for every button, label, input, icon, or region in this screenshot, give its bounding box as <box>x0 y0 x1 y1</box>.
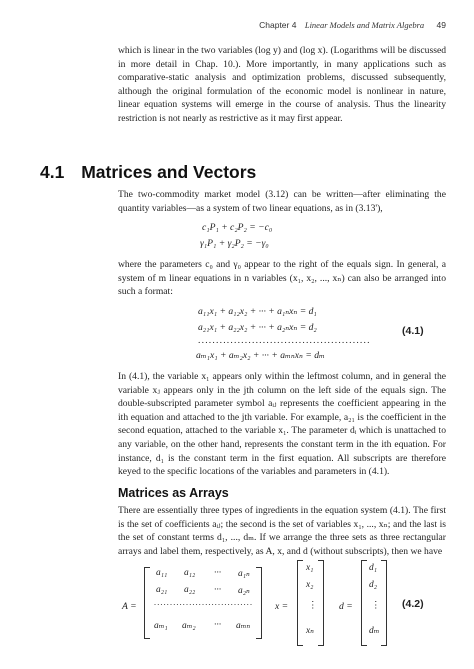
vector-d-label: d = <box>339 601 353 612</box>
two-commodity-paragraph <box>118 188 446 215</box>
intro-paragraph <box>118 44 446 126</box>
equation-313-line1: c₁P₁ + c₂P₂ = −c₀ <box>202 222 273 233</box>
vector-x-entry: ⋮ <box>308 601 318 611</box>
section-number: 4.1 <box>40 162 65 182</box>
vector-d-entry: ⋮ <box>371 601 381 611</box>
equation-313-line2: γ₁P₁ + γ₂P₂ = −γ₀ <box>200 238 269 249</box>
vector-d-entry: d₂ <box>369 580 377 590</box>
equation-41-line1: a₁₁x₁ + a₁₂x₂ + ··· + a₁ₙxₙ = d₁ <box>198 306 317 317</box>
header-title: Linear Models and Matrix Algebra <box>304 20 425 30</box>
section-title: Matrices and Vectors <box>81 162 257 182</box>
vector-x-right-bracket <box>318 560 324 646</box>
matrix-A-cell: a₁ₙ <box>238 569 250 579</box>
equation-41-line3: aₘ₁x₁ + aₘ₂x₂ + ··· + aₘₙxₙ = dₘ <box>196 350 325 361</box>
matrix-A-cell: ··· <box>214 585 222 595</box>
explain-paragraph <box>118 370 446 479</box>
vector-x-entry: xₙ <box>306 626 314 636</box>
matrix-A-cell: a₂ₙ <box>238 586 250 596</box>
matrix-A-cell: a₂₂ <box>184 585 196 595</box>
intro-text: which is linear in the two variables (log y) and (log x). (Logarithms will be discussed in more detail in Chap. 10.). More importantly, in many applications such as comparative-static analysis and optimization problems, discussed subsequently, although the original formulation of the economic model is nonlinear in nature, linear equation systems will emerge in the course of analysis. Thus the linearity restriction is not nearly as restrictive as it may first appear. <box>118 45 446 124</box>
vector-x-entry: x₁ <box>306 563 314 573</box>
matrix-A-cell: a₁₂ <box>184 568 196 578</box>
matrix-A-dots: ............................... <box>154 598 254 607</box>
explain-text: In (4.1), the variable x₁ appears only within the leftmost column, and in general the variable xⱼ appears only in the jth column on the left side of the equals sign. The double-subscripted parameter symbol aᵢⱼ represents the coefficient appearing in the ith equation and attached to the jth variable. For example, a₂₁ is the coefficient in the second equation, attached to the variable x₁. The parameter dᵢ which is unattached to any variable, on the other hand, represents the constant term in the ith equation. For instance, d₁ is the constant term in the first equation. All subscripts are therefore keyed to the specific locations of the variables and parameters in (4.1). <box>118 371 446 478</box>
vector-x-entry: x₂ <box>306 580 314 590</box>
equation-41-dots: ................................................ <box>198 335 371 346</box>
matrix-A-cell: a₂₁ <box>156 585 168 595</box>
equation-41-label: (4.1) <box>402 325 424 337</box>
vector-d-entry: d₁ <box>369 563 377 573</box>
arrays-text: There are essentially three types of ingredients in the equation system (4.1). The first is the set of coefficients aᵢⱼ; the second is the set of variables x₁, ..., xₙ; and the last is the set of constant terms d₁, ..., dₘ. If we arrange the three sets as three rectangular arrays and label them, respectively, as A, x, and d (without subscripts), then we have <box>118 505 446 557</box>
section-heading <box>40 162 256 183</box>
matrix-A-right-bracket <box>256 567 262 639</box>
two-commodity-text: The two-commodity market model (3.12) can be written—after eliminating the quantity variables—as a system of two linear equations, as in (3.13'), <box>118 189 446 214</box>
matrix-A-cell: ··· <box>214 620 222 630</box>
arrays-paragraph <box>118 504 446 558</box>
vector-x-label: x = <box>275 601 289 612</box>
matrix-A-cell: a₁₁ <box>156 568 168 578</box>
equation-42-label: (4.2) <box>402 598 424 610</box>
matrix-A-cell: aₘ₁ <box>154 621 168 631</box>
parameters-text: where the parameters c₀ and γ₀ appear to the right of the equals sign. In general, a system of m linear equations in n variables (x₁, x₂, ..., xₙ) can also be arranged into such a format: <box>118 259 446 298</box>
running-header <box>259 20 446 30</box>
vector-x-left-bracket <box>297 560 303 646</box>
subsection-heading: Matrices as Arrays <box>118 486 229 500</box>
header-chapter: Chapter 4 <box>259 20 297 30</box>
matrix-A-cell: aₘ₂ <box>182 621 196 631</box>
vector-d-entry: dₘ <box>369 626 380 636</box>
matrix-A-label: A = <box>122 601 137 612</box>
equation-41-line2: a₂₁x₁ + a₂₂x₂ + ··· + a₂ₙxₙ = d₂ <box>198 322 317 333</box>
matrix-A-cell: ··· <box>214 568 222 578</box>
page-number: 49 <box>436 20 446 30</box>
vector-d-right-bracket <box>381 560 387 646</box>
matrix-A-left-bracket <box>144 567 150 639</box>
vector-d-left-bracket <box>361 560 367 646</box>
parameters-paragraph <box>118 258 446 299</box>
matrix-A-cell: aₘₙ <box>236 621 251 631</box>
